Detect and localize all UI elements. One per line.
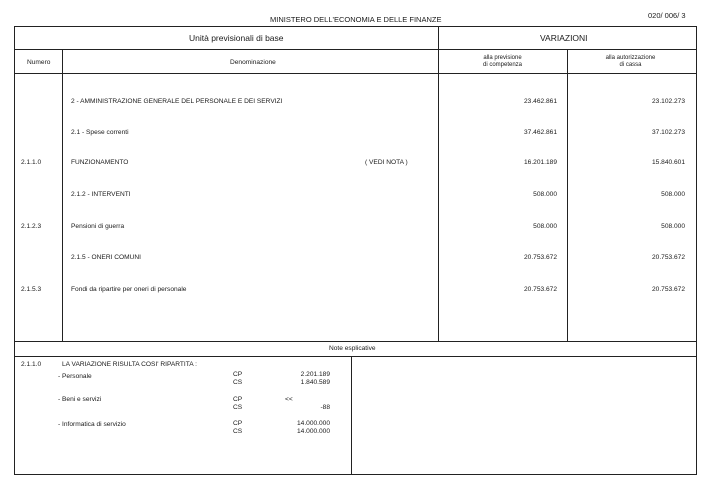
- col-numero: Numero: [27, 59, 51, 66]
- col-competenza: alla previsione di competenza: [482, 55, 523, 68]
- row-cassa: 15.840.601: [651, 159, 685, 166]
- row-cassa: 20.753.672: [651, 286, 685, 293]
- row-numero: 2.1.1.0: [21, 159, 42, 166]
- row-denominazione: Fondi da ripartire per oneri di personale: [71, 286, 187, 293]
- row-cassa: 37.102.273: [651, 129, 685, 136]
- row-cassa: 508.000: [661, 223, 685, 230]
- row-nota: ( VEDI NOTA ): [365, 159, 408, 166]
- row-denominazione: 2.1.5 - ONERI COMUNI: [71, 254, 141, 261]
- note-cp-label: CP: [233, 420, 243, 427]
- row-denominazione: FUNZIONAMENTO: [71, 159, 129, 166]
- col-denominazione: Denominazione: [230, 59, 276, 66]
- row-denominazione: 2.1.2 - INTERVENTI: [71, 191, 131, 198]
- note-cs-value: 1.840.589: [300, 379, 330, 386]
- row-competenza: 20.753.672: [523, 254, 557, 261]
- row-competenza: 16.201.189: [523, 159, 557, 166]
- row-denominazione: 2 - AMMINISTRAZIONE GENERALE DEL PERSONALE E DEI SERVIZI: [71, 98, 283, 105]
- note-cp-value: <<: [285, 396, 293, 403]
- note-cp-value: 14.000.000: [296, 420, 330, 427]
- note-item-label: - Beni e servizi: [58, 396, 102, 403]
- note-cs-value: -88: [320, 404, 330, 411]
- row-competenza: 20.753.672: [523, 286, 557, 293]
- note-cp-label: CP: [233, 396, 243, 403]
- col-cassa: alla autorizzazione di cassa: [605, 55, 656, 68]
- ministry-title: MINISTERO DELL'ECONOMIA E DELLE FINANZE: [270, 15, 442, 24]
- row-competenza: 37.462.861: [523, 129, 557, 136]
- row-cassa: 508.000: [661, 191, 685, 198]
- row-competenza: 508.000: [533, 223, 557, 230]
- group-header: Unità previsionali di base: [189, 33, 284, 43]
- row-competenza: 508.000: [533, 191, 557, 198]
- row-competenza: 23.462.861: [523, 98, 557, 105]
- page-code: 020/ 006/ 3: [648, 11, 686, 20]
- notes-code: 2.1.1.0: [21, 361, 42, 368]
- row-numero: 2.1.2.3: [21, 223, 42, 230]
- row-denominazione: Pensioni di guerra: [71, 223, 125, 230]
- note-item-label: - Personale: [58, 373, 92, 380]
- note-cp-label: CP: [233, 371, 243, 378]
- row-denominazione: 2.1 - Spese correnti: [71, 129, 129, 136]
- notes-title: Note esplicative: [329, 345, 376, 352]
- row-cassa: 23.102.273: [651, 98, 685, 105]
- note-cs-label: CS: [233, 428, 243, 435]
- note-cs-label: CS: [233, 379, 243, 386]
- variations-header: VARIAZIONI: [540, 33, 588, 43]
- note-cs-value: 14.000.000: [296, 428, 330, 435]
- note-item-label: - Informatica di servizio: [58, 421, 126, 428]
- row-cassa: 20.753.672: [651, 254, 685, 261]
- note-cp-value: 2.201.189: [300, 371, 330, 378]
- note-cs-label: CS: [233, 404, 243, 411]
- notes-heading: LA VARIAZIONE RISULTA COSI' RIPARTITA :: [62, 361, 197, 368]
- row-numero: 2.1.5.3: [21, 286, 42, 293]
